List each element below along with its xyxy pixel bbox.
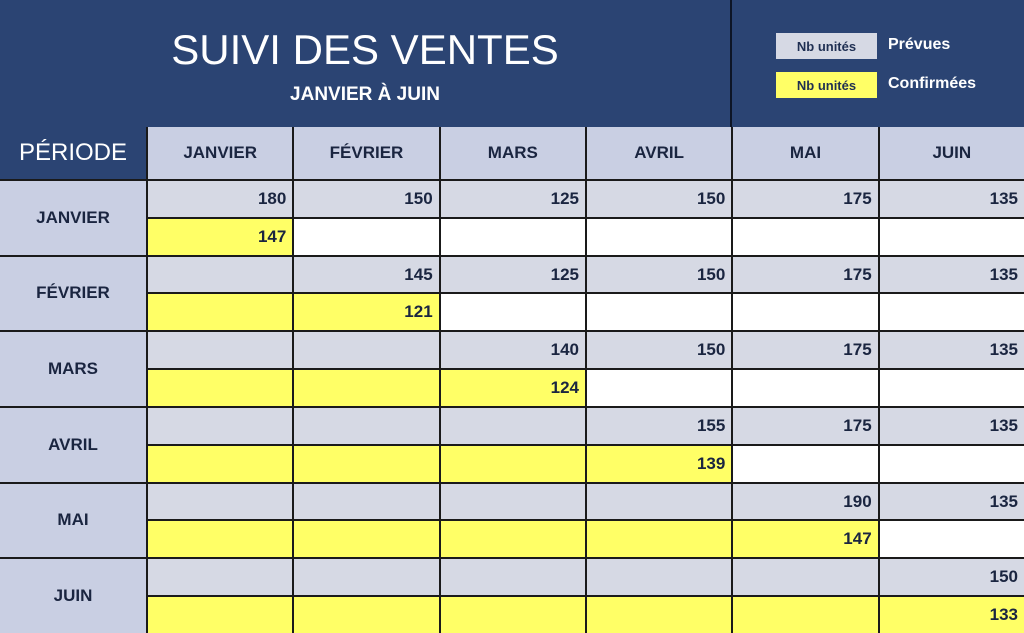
forecast-cell[interactable]	[294, 559, 438, 595]
confirmed-cell[interactable]	[733, 294, 877, 330]
forecast-cell[interactable]: 150	[587, 332, 731, 368]
confirmed-cell[interactable]	[733, 219, 877, 255]
confirmed-cell[interactable]: 133	[880, 597, 1024, 633]
row-header[interactable]: MAI	[0, 484, 146, 558]
confirmed-cell[interactable]	[294, 370, 438, 406]
confirmed-cell[interactable]	[148, 597, 292, 633]
forecast-cell[interactable]: 175	[733, 257, 877, 293]
page-title: SUIVI DES VENTES	[171, 26, 559, 73]
legend-forecast-label: Prévues	[888, 36, 951, 53]
forecast-cell[interactable]: 125	[441, 181, 585, 217]
forecast-cell[interactable]: 175	[733, 408, 877, 444]
confirmed-cell[interactable]	[733, 446, 877, 482]
forecast-cell[interactable]	[294, 484, 438, 520]
confirmed-cell[interactable]: 147	[148, 219, 292, 255]
confirmed-cell[interactable]	[441, 597, 585, 633]
legend	[732, 0, 1024, 127]
forecast-cell[interactable]	[441, 408, 585, 444]
confirmed-cell[interactable]	[294, 521, 438, 557]
forecast-cell[interactable]	[733, 559, 877, 595]
confirmed-cell[interactable]	[733, 370, 877, 406]
confirmed-cell[interactable]	[587, 294, 731, 330]
period-header[interactable]: PÉRIODE	[0, 127, 146, 179]
column-header[interactable]: FÉVRIER	[294, 127, 438, 179]
forecast-cell[interactable]: 150	[587, 181, 731, 217]
page-subtitle: JANVIER À JUIN	[290, 84, 440, 105]
forecast-cell[interactable]: 145	[294, 257, 438, 293]
forecast-cell[interactable]: 190	[733, 484, 877, 520]
confirmed-cell[interactable]	[587, 597, 731, 633]
column-header[interactable]: MARS	[441, 127, 585, 179]
forecast-cell[interactable]: 175	[733, 332, 877, 368]
row-header[interactable]: JUIN	[0, 559, 146, 633]
row-header[interactable]: FÉVRIER	[0, 257, 146, 331]
confirmed-cell[interactable]	[587, 521, 731, 557]
forecast-cell[interactable]: 155	[587, 408, 731, 444]
confirmed-cell[interactable]	[148, 521, 292, 557]
forecast-cell[interactable]: 180	[148, 181, 292, 217]
confirmed-cell[interactable]	[880, 294, 1024, 330]
forecast-cell[interactable]: 135	[880, 332, 1024, 368]
forecast-cell[interactable]	[587, 559, 731, 595]
confirmed-cell[interactable]: 147	[733, 521, 877, 557]
legend-confirmed-label: Confirmées	[888, 75, 977, 92]
legend-confirmed-swatch: Nb unités	[776, 72, 877, 98]
confirmed-cell[interactable]	[587, 219, 731, 255]
confirmed-cell[interactable]: 139	[587, 446, 731, 482]
confirmed-cell[interactable]	[587, 370, 731, 406]
forecast-cell[interactable]	[441, 484, 585, 520]
confirmed-cell[interactable]	[148, 446, 292, 482]
confirmed-cell[interactable]	[880, 446, 1024, 482]
forecast-cell[interactable]: 175	[733, 181, 877, 217]
forecast-cell[interactable]	[148, 257, 292, 293]
forecast-cell[interactable]	[148, 408, 292, 444]
forecast-cell[interactable]: 135	[880, 181, 1024, 217]
confirmed-cell[interactable]	[733, 597, 877, 633]
forecast-cell[interactable]: 150	[880, 559, 1024, 595]
forecast-cell[interactable]	[148, 332, 292, 368]
legend-forecast-swatch: Nb unités	[776, 33, 877, 59]
forecast-cell[interactable]	[587, 484, 731, 520]
confirmed-cell[interactable]	[880, 521, 1024, 557]
forecast-cell[interactable]: 150	[587, 257, 731, 293]
forecast-cell[interactable]: 135	[880, 484, 1024, 520]
forecast-cell[interactable]	[148, 484, 292, 520]
forecast-cell[interactable]	[441, 559, 585, 595]
confirmed-cell[interactable]	[148, 294, 292, 330]
confirmed-cell[interactable]	[294, 219, 438, 255]
row-header[interactable]: AVRIL	[0, 408, 146, 482]
confirmed-cell[interactable]	[148, 370, 292, 406]
column-header[interactable]: AVRIL	[587, 127, 731, 179]
confirmed-cell[interactable]	[880, 370, 1024, 406]
forecast-cell[interactable]: 125	[441, 257, 585, 293]
confirmed-cell[interactable]	[294, 446, 438, 482]
column-header[interactable]: MAI	[733, 127, 877, 179]
forecast-cell[interactable]	[294, 332, 438, 368]
forecast-cell[interactable]: 135	[880, 408, 1024, 444]
confirmed-cell[interactable]	[294, 597, 438, 633]
title-banner	[0, 0, 732, 127]
sales-table	[0, 127, 1024, 633]
confirmed-cell[interactable]: 124	[441, 370, 585, 406]
column-header[interactable]: JUIN	[880, 127, 1024, 179]
forecast-cell[interactable]: 140	[441, 332, 585, 368]
forecast-cell[interactable]	[294, 408, 438, 444]
confirmed-cell[interactable]: 121	[294, 294, 438, 330]
confirmed-cell[interactable]	[441, 521, 585, 557]
forecast-cell[interactable]	[148, 559, 292, 595]
forecast-cell[interactable]: 135	[880, 257, 1024, 293]
confirmed-cell[interactable]	[441, 446, 585, 482]
row-header[interactable]: JANVIER	[0, 181, 146, 255]
row-header[interactable]: MARS	[0, 332, 146, 406]
confirmed-cell[interactable]	[441, 219, 585, 255]
forecast-cell[interactable]: 150	[294, 181, 438, 217]
column-header[interactable]: JANVIER	[148, 127, 292, 179]
confirmed-cell[interactable]	[441, 294, 585, 330]
confirmed-cell[interactable]	[880, 219, 1024, 255]
